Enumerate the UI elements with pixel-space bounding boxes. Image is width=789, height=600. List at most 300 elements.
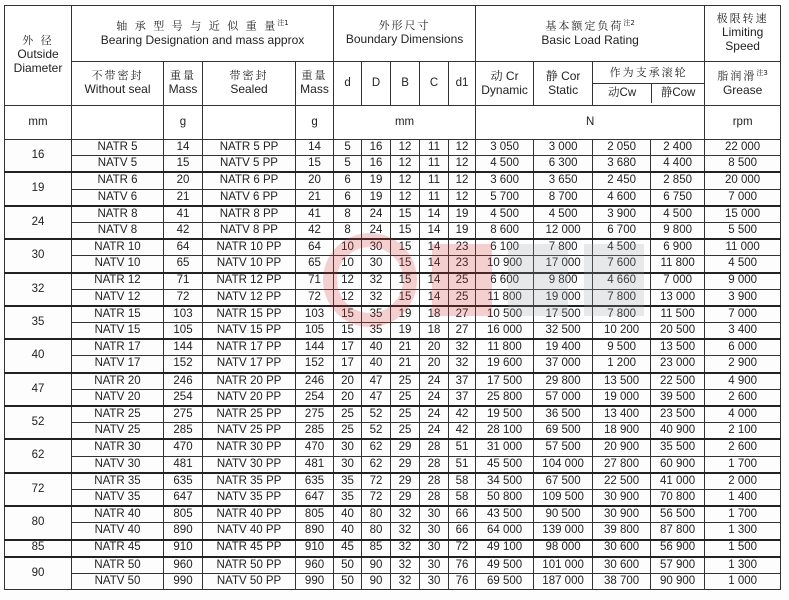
- mass-no-seal: 103: [164, 306, 203, 323]
- load-cw: 30 900: [593, 506, 651, 523]
- dim-C: 30: [420, 573, 449, 589]
- load-dynamic: 49 100: [476, 540, 534, 557]
- boundary-dimensions-header: 外形尺寸 Boundary Dimensions: [334, 6, 476, 62]
- speed-grease: 5 500: [705, 222, 781, 239]
- load-dynamic: 4 500: [476, 156, 534, 173]
- speed-grease: 22 000: [705, 140, 781, 156]
- speed-grease: 7 000: [705, 189, 781, 206]
- table-row: [5, 273, 781, 290]
- table-row: [5, 206, 781, 223]
- mass-sealed: 72: [296, 289, 334, 306]
- designation-header: 轴 承 型 号 与 近 似 重 量$^{注1}$ Bearing Designation and mass approx: [72, 6, 334, 62]
- speed-grease: 11 000: [705, 239, 781, 256]
- mass-no-seal: 15: [164, 156, 203, 173]
- dim-D: 16: [362, 140, 391, 156]
- designation-sealed: NATR 35 PP: [203, 473, 296, 490]
- designation-no-seal: NATR 6: [72, 172, 164, 189]
- load-cw: 38 700: [593, 573, 651, 589]
- dim-D: 24: [362, 206, 391, 223]
- load-static: 32 500: [534, 323, 593, 340]
- load-cw: 30 600: [593, 540, 651, 557]
- mass-sealed: 960: [296, 557, 334, 574]
- dim-D: 90: [362, 557, 391, 574]
- designation-no-seal: NATV 35: [72, 489, 164, 506]
- dim-d: 10: [334, 239, 362, 256]
- speed-grease: 2 600: [705, 439, 781, 456]
- mass-sealed: 275: [296, 406, 334, 423]
- mass-sealed: 71: [296, 273, 334, 290]
- designation-no-seal: NATR 12: [72, 273, 164, 290]
- mass-no-seal: 285: [164, 423, 203, 440]
- designation-sealed: NATR 20 PP: [203, 373, 296, 390]
- load-cow: 87 800: [651, 523, 705, 540]
- speed-grease: 15 000: [705, 206, 781, 223]
- load-cw: 27 800: [593, 456, 651, 473]
- load-dynamic: 6 600: [476, 273, 534, 290]
- table-row: [5, 573, 781, 589]
- speed-grease: 20 000: [705, 172, 781, 189]
- outside-diameter-header: 外 径 Outside Diameter: [5, 6, 72, 106]
- dim-C: 11: [420, 189, 449, 206]
- dim-d1: 19: [449, 222, 476, 239]
- load-cow: 7 000: [651, 273, 705, 290]
- load-dynamic: 8 600: [476, 222, 534, 239]
- speed-grease: 4 900: [705, 373, 781, 390]
- mass-no-seal: 275: [164, 406, 203, 423]
- table-row: [5, 256, 781, 273]
- dim-C: 20: [420, 339, 449, 356]
- load-cw: 4 600: [593, 189, 651, 206]
- outside-diameter-cell: 40: [5, 339, 72, 372]
- dim-C: 14: [420, 289, 449, 306]
- dim-d1: 25: [449, 289, 476, 306]
- dim-D: 85: [362, 540, 391, 557]
- mass-no-seal: 14: [164, 140, 203, 156]
- dim-d: 30: [334, 456, 362, 473]
- designation-sealed: NATR 40 PP: [203, 506, 296, 523]
- load-cw: 39 800: [593, 523, 651, 540]
- table-row: [5, 506, 781, 523]
- dim-B: 29: [391, 439, 420, 456]
- dim-B: 29: [391, 473, 420, 490]
- dim-d1: 51: [449, 456, 476, 473]
- table-row: [5, 323, 781, 340]
- mass-no-seal: 890: [164, 523, 203, 540]
- dim-D: 52: [362, 423, 391, 440]
- load-dynamic: 31 000: [476, 439, 534, 456]
- designation-sealed: NATR 25 PP: [203, 406, 296, 423]
- mass-sealed: 910: [296, 540, 334, 557]
- dim-d: 17: [334, 356, 362, 373]
- load-static: 6 300: [534, 156, 593, 173]
- dim-d: 45: [334, 540, 362, 557]
- dim-D: 19: [362, 189, 391, 206]
- designation-sealed: NATR 50 PP: [203, 557, 296, 574]
- dim-d1: 51: [449, 439, 476, 456]
- load-static: 36 500: [534, 406, 593, 423]
- bearing-spec-table: [4, 5, 781, 590]
- designation-sealed: NATV 12 PP: [203, 289, 296, 306]
- dim-B: 32: [391, 573, 420, 589]
- speed-grease: 2 000: [705, 473, 781, 490]
- dim-d1: 66: [449, 523, 476, 540]
- dim-B: 25: [391, 406, 420, 423]
- mass-no-seal: 42: [164, 222, 203, 239]
- dim-D: 72: [362, 473, 391, 490]
- designation-no-seal: NATV 50: [72, 573, 164, 589]
- table-row: [5, 540, 781, 557]
- speed-grease: 2 900: [705, 356, 781, 373]
- load-cow: 23 500: [651, 406, 705, 423]
- dim-D: 47: [362, 373, 391, 390]
- load-static: 109 500: [534, 489, 593, 506]
- mass-sealed: 246: [296, 373, 334, 390]
- dim-D: 47: [362, 389, 391, 406]
- mass-no-seal: 72: [164, 289, 203, 306]
- table-row: [5, 140, 781, 156]
- basic-load-rating-header: 基本额定负荷$^{注2}$ Basic Load Rating: [476, 6, 705, 62]
- designation-sealed: NATR 10 PP: [203, 239, 296, 256]
- dim-d1: 76: [449, 573, 476, 589]
- load-cow: 39 500: [651, 389, 705, 406]
- dim-D: 40: [362, 356, 391, 373]
- load-cow: 40 900: [651, 423, 705, 440]
- sealed-header: 带密封 Sealed: [203, 62, 296, 106]
- mass-no-seal: 71: [164, 273, 203, 290]
- table-row: [5, 222, 781, 239]
- dim-D: 80: [362, 523, 391, 540]
- dim-C: 14: [420, 206, 449, 223]
- load-cow: 2 850: [651, 172, 705, 189]
- designation-no-seal: NATV 6: [72, 189, 164, 206]
- mass-sealed: 647: [296, 489, 334, 506]
- dim-C: 11: [420, 140, 449, 156]
- speed-grease: 1 000: [705, 573, 781, 589]
- dim-D: 32: [362, 273, 391, 290]
- dim-d: 25: [334, 423, 362, 440]
- dim-d1: 12: [449, 140, 476, 156]
- mass-no-seal: 254: [164, 389, 203, 406]
- load-dynamic: 43 500: [476, 506, 534, 523]
- table-row: [5, 239, 781, 256]
- load-dynamic: 10 500: [476, 306, 534, 323]
- load-static: 57 500: [534, 439, 593, 456]
- dim-B: 15: [391, 256, 420, 273]
- dim-B: 15: [391, 206, 420, 223]
- dim-B: 15: [391, 239, 420, 256]
- dim-C: 14: [420, 239, 449, 256]
- designation-sealed: NATR 8 PP: [203, 206, 296, 223]
- load-static: 187 000: [534, 573, 593, 589]
- dim-d: 40: [334, 506, 362, 523]
- dim-D: 16: [362, 156, 391, 173]
- col-d1-header: d1: [449, 62, 476, 106]
- dim-B: 12: [391, 140, 420, 156]
- load-cw: 18 900: [593, 423, 651, 440]
- mass-sealed: 42: [296, 222, 334, 239]
- load-dynamic: 34 500: [476, 473, 534, 490]
- designation-no-seal: NATV 10: [72, 256, 164, 273]
- table-row: [5, 289, 781, 306]
- designation-sealed: NATV 50 PP: [203, 573, 296, 589]
- dim-B: 12: [391, 189, 420, 206]
- designation-no-seal: NATR 35: [72, 473, 164, 490]
- mass-no-seal: 246: [164, 373, 203, 390]
- without-seal-header: 不带密封 Without seal: [72, 62, 164, 106]
- dim-d: 10: [334, 256, 362, 273]
- load-cw: 7 800: [593, 306, 651, 323]
- mass-sealed: 20: [296, 172, 334, 189]
- load-static: 67 500: [534, 473, 593, 490]
- load-cow: 56 500: [651, 506, 705, 523]
- designation-no-seal: NATR 30: [72, 439, 164, 456]
- dim-C: 24: [420, 373, 449, 390]
- designation-sealed: NATV 35 PP: [203, 489, 296, 506]
- dim-d1: 23: [449, 256, 476, 273]
- dim-d: 30: [334, 439, 362, 456]
- dim-d: 50: [334, 573, 362, 589]
- load-cow: 4 400: [651, 156, 705, 173]
- mass-no-seal: 481: [164, 456, 203, 473]
- load-dynamic: 4 500: [476, 206, 534, 223]
- load-cow: 22 500: [651, 373, 705, 390]
- outside-diameter-cell: 62: [5, 439, 72, 472]
- designation-sealed: NATR 45 PP: [203, 540, 296, 557]
- speed-grease: 1 300: [705, 523, 781, 540]
- table-row: [5, 473, 781, 490]
- load-static: 4 500: [534, 206, 593, 223]
- dim-B: 21: [391, 339, 420, 356]
- load-dynamic: 10 900: [476, 256, 534, 273]
- dim-B: 12: [391, 172, 420, 189]
- designation-no-seal: NATV 17: [72, 356, 164, 373]
- dim-D: 80: [362, 506, 391, 523]
- table-row: [5, 423, 781, 440]
- load-cw: 13 500: [593, 373, 651, 390]
- mass-sealed: 14: [296, 140, 334, 156]
- load-static: 139 000: [534, 523, 593, 540]
- dim-D: 30: [362, 239, 391, 256]
- mass-sealed: 805: [296, 506, 334, 523]
- dim-C: 28: [420, 456, 449, 473]
- unit-blank-2: [203, 106, 296, 140]
- dim-D: 52: [362, 406, 391, 423]
- dim-d: 6: [334, 172, 362, 189]
- dim-B: 32: [391, 506, 420, 523]
- dim-d1: 32: [449, 339, 476, 356]
- dim-d1: 25: [449, 273, 476, 290]
- dim-d1: 12: [449, 172, 476, 189]
- speed-grease: 8 500: [705, 156, 781, 173]
- load-dynamic: 64 000: [476, 523, 534, 540]
- designation-no-seal: NATR 5: [72, 140, 164, 156]
- load-cw: 20 900: [593, 439, 651, 456]
- dim-d: 15: [334, 323, 362, 340]
- speed-grease: 1 400: [705, 489, 781, 506]
- dim-C: 11: [420, 156, 449, 173]
- unit-mm-dims: mm: [334, 106, 476, 140]
- dim-D: 19: [362, 172, 391, 189]
- designation-no-seal: NATV 20: [72, 389, 164, 406]
- dim-d1: 12: [449, 189, 476, 206]
- load-cw: 30 600: [593, 557, 651, 574]
- dim-C: 20: [420, 356, 449, 373]
- load-cow: 41 000: [651, 473, 705, 490]
- limiting-speed-header: 极限转速 Limiting Speed: [705, 6, 781, 62]
- dim-D: 35: [362, 306, 391, 323]
- outside-diameter-cell: 35: [5, 306, 72, 339]
- table-row: [5, 189, 781, 206]
- dim-d: 17: [334, 339, 362, 356]
- unit-mm-od: mm: [5, 106, 72, 140]
- designation-sealed: NATR 12 PP: [203, 273, 296, 290]
- load-static: 19 400: [534, 339, 593, 356]
- dim-B: 15: [391, 222, 420, 239]
- mass-no-seal: 64: [164, 239, 203, 256]
- outside-diameter-cell: 32: [5, 273, 72, 306]
- load-static: 37 000: [534, 356, 593, 373]
- load-cw: 3 680: [593, 156, 651, 173]
- designation-no-seal: NATR 45: [72, 540, 164, 557]
- dim-D: 62: [362, 439, 391, 456]
- mass-sealed: 21: [296, 189, 334, 206]
- load-static: 98 000: [534, 540, 593, 557]
- load-cw: 4 500: [593, 239, 651, 256]
- unit-g-2: g: [296, 106, 334, 140]
- outside-diameter-cell: 52: [5, 406, 72, 439]
- dim-D: 35: [362, 323, 391, 340]
- speed-grease: 1 700: [705, 456, 781, 473]
- table-row: [5, 373, 781, 390]
- load-dynamic: 3 600: [476, 172, 534, 189]
- unit-N: N: [476, 106, 705, 140]
- load-cw: 7 800: [593, 289, 651, 306]
- dim-D: 24: [362, 222, 391, 239]
- dim-d: 40: [334, 523, 362, 540]
- designation-sealed: NATV 15 PP: [203, 323, 296, 340]
- designation-no-seal: NATR 40: [72, 506, 164, 523]
- table-row: [5, 489, 781, 506]
- speed-grease: 4 500: [705, 256, 781, 273]
- speed-grease: 3 400: [705, 323, 781, 340]
- load-cw: 2 450: [593, 172, 651, 189]
- mass-sealed: 15: [296, 156, 334, 173]
- load-cow: 20 500: [651, 323, 705, 340]
- dim-d1: 58: [449, 489, 476, 506]
- speed-grease: 3 900: [705, 289, 781, 306]
- load-cw: 6 700: [593, 222, 651, 239]
- designation-sealed: NATR 5 PP: [203, 140, 296, 156]
- load-cw: 4 660: [593, 273, 651, 290]
- load-cow: 70 800: [651, 489, 705, 506]
- designation-no-seal: NATV 12: [72, 289, 164, 306]
- designation-no-seal: NATR 15: [72, 306, 164, 323]
- dim-C: 30: [420, 523, 449, 540]
- designation-sealed: NATR 17 PP: [203, 339, 296, 356]
- dim-B: 12: [391, 156, 420, 173]
- table-row: [5, 356, 781, 373]
- col-d-header: d: [334, 62, 362, 106]
- speed-grease: 2 100: [705, 423, 781, 440]
- mass-sealed: 470: [296, 439, 334, 456]
- dim-D: 90: [362, 573, 391, 589]
- mass-no-seal: 144: [164, 339, 203, 356]
- load-static: 3 650: [534, 172, 593, 189]
- dim-C: 28: [420, 473, 449, 490]
- table-row: [5, 439, 781, 456]
- designation-no-seal: NATV 5: [72, 156, 164, 173]
- mass-no-seal: 41: [164, 206, 203, 223]
- table-row: [5, 406, 781, 423]
- load-static: 69 500: [534, 423, 593, 440]
- mass-sealed: 144: [296, 339, 334, 356]
- dim-d1: 27: [449, 306, 476, 323]
- load-dynamic: 50 800: [476, 489, 534, 506]
- designation-sealed: NATR 30 PP: [203, 439, 296, 456]
- mass-sealed: 105: [296, 323, 334, 340]
- designation-sealed: NATV 10 PP: [203, 256, 296, 273]
- speed-grease: 1 500: [705, 540, 781, 557]
- dim-d1: 37: [449, 373, 476, 390]
- dim-d: 20: [334, 389, 362, 406]
- load-static: 17 000: [534, 256, 593, 273]
- dim-d: 50: [334, 557, 362, 574]
- mass-no-seal: 635: [164, 473, 203, 490]
- dim-D: 32: [362, 289, 391, 306]
- cow-header: 静Cow: [660, 86, 696, 99]
- load-cow: 13 000: [651, 289, 705, 306]
- col-D-header: D: [362, 62, 391, 106]
- load-static: 8 700: [534, 189, 593, 206]
- unit-g-1: g: [164, 106, 203, 140]
- speed-grease: 7 000: [705, 306, 781, 323]
- designation-sealed: NATV 40 PP: [203, 523, 296, 540]
- table-row: [5, 306, 781, 323]
- load-cow: 11 500: [651, 306, 705, 323]
- dim-C: 30: [420, 506, 449, 523]
- speed-grease: 1 700: [705, 506, 781, 523]
- unit-rpm: rpm: [705, 106, 781, 140]
- dim-B: 15: [391, 273, 420, 290]
- designation-sealed: NATV 6 PP: [203, 189, 296, 206]
- dim-d1: 42: [449, 423, 476, 440]
- load-static: 29 800: [534, 373, 593, 390]
- mass-no-seal: 105: [164, 323, 203, 340]
- outside-diameter-cell: 16: [5, 140, 72, 173]
- table-row: [5, 557, 781, 574]
- speed-grease: 4 000: [705, 406, 781, 423]
- load-cw: 30 900: [593, 489, 651, 506]
- dim-d1: 27: [449, 323, 476, 340]
- load-cow: 13 500: [651, 339, 705, 356]
- dim-d: 20: [334, 373, 362, 390]
- mass-sealed: 990: [296, 573, 334, 589]
- mass-no-seal: 805: [164, 506, 203, 523]
- dim-d: 8: [334, 206, 362, 223]
- dim-B: 25: [391, 423, 420, 440]
- dim-d: 8: [334, 222, 362, 239]
- load-dynamic: 25 800: [476, 389, 534, 406]
- load-dynamic: 19 500: [476, 406, 534, 423]
- load-cow: 6 750: [651, 189, 705, 206]
- dim-D: 72: [362, 489, 391, 506]
- dim-C: 18: [420, 323, 449, 340]
- dim-B: 29: [391, 456, 420, 473]
- load-cow: 6 900: [651, 239, 705, 256]
- dim-d1: 76: [449, 557, 476, 574]
- load-dynamic: 28 100: [476, 423, 534, 440]
- mass-sealed: 103: [296, 306, 334, 323]
